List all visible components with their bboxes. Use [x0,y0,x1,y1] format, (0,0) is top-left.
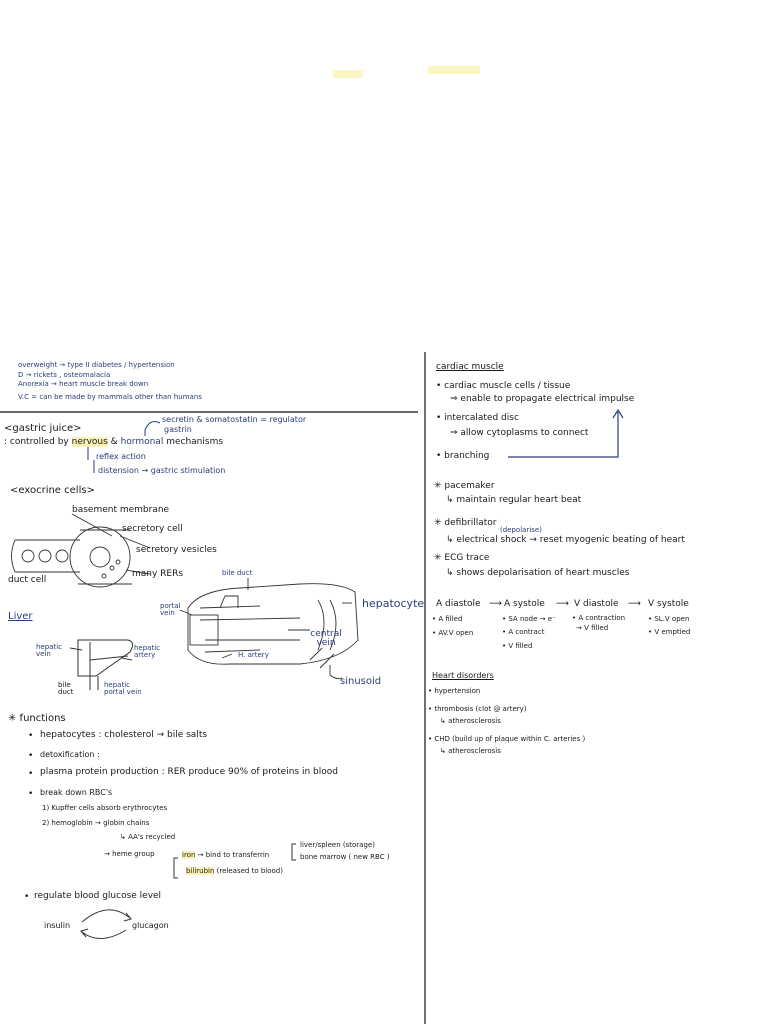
controlled-prefix: : controlled by [4,437,69,447]
pacemaker-heartbeat: ↳ maintain regular heart beat [446,495,582,505]
lobule-sinusoid-label: sinusoid [340,676,382,687]
disorder-athero-2: ↳ atherosclerosis [440,747,501,755]
disorder-hypertension: • hypertension [428,687,481,695]
ecg-shows: ↳ shows depolarisation of heart muscles [446,568,630,578]
cycle-a-filled: • A filled [432,615,463,623]
cycle-slv-open: • SL.V open [648,615,690,623]
secretin-note: secretin & somatostatin = regulator [162,415,307,424]
disorder-athero-1: ↳ atherosclerosis [440,717,501,725]
fn-iron-line [182,852,269,859]
fn-glucose: regulate blood glucose level [34,891,162,901]
lobule-central-vein-label: central vein [310,629,342,648]
bilirubin-word: bilirubin [186,867,215,875]
rers-label: many RERs [132,569,184,579]
glucose-arrow-top [82,910,130,922]
cycle-v-emptied: • V emptied [648,628,691,636]
gastric-juice-title: <gastric juice> [4,423,82,434]
fn-aa-recycled: ↳ AA's recycled [120,833,176,841]
bile-duct-label: bile duct [58,681,74,696]
basement-membrane-label: basement membrane [72,505,170,515]
amp: & [110,437,118,447]
fn-liver-spleen: liver/spleen (storage) [300,841,375,849]
ecg-trace: ✳ ECG trace [434,553,490,563]
heme-bracket [174,858,178,878]
disorder-chd: • CHD (build up of plaque within C. arteries ) [428,735,586,743]
cycle-v-filled: • V filled [502,642,533,650]
gastric-controlled [4,438,223,447]
exocrine-title: <exocrine cells> [10,485,95,496]
note-top-4: V.C = can be made by mammals other than humans [18,393,202,401]
fn-insulin: insulin [44,921,71,930]
secretory-vesicles-label: secretory vesicles [136,545,217,555]
fn-bullet-4: • [28,789,34,799]
cycle-arrow-2: ⟶ [556,599,569,609]
disorders-title: Heart disorders [432,671,494,680]
liver-title: Liver [8,611,33,622]
note-top-1: overweight → type II diabetes / hypertension [18,361,175,369]
cycle-sa-node: • SA node → e⁻ [502,615,556,623]
fn-plasma: plasma protein production : RER produce 90% of proteins in blood [40,767,338,777]
cycle-a-systole: A systole [504,599,545,609]
pacemaker: ✳ pacemaker [434,481,495,491]
bilirubin-rest: (released to blood) [216,867,283,875]
fn-glucagon: glucagon [132,921,169,930]
iron-rest: → bind to transferrin [197,851,270,859]
cycle-arrow-1: ⟶ [489,599,502,609]
cardiac-cells: • cardiac muscle cells / tissue [436,381,571,391]
glucose-arrow-bottom [82,930,126,939]
fn-bullet-1: • [28,731,34,741]
iron-word: iron [182,851,196,859]
reflex-action: reflex action [96,452,146,461]
hormonal-word: hormonal [120,437,164,447]
cardiac-branching: • branching [436,451,490,461]
cycle-v-systole: V systole [648,599,689,609]
hepatic-artery-label: hepatic artery [134,644,161,659]
disorder-thrombosis: • thrombosis (clot @ artery) [428,705,527,713]
cardiac-disc: • intercalated disc [436,413,519,423]
fn-rbc: break down RBC's [40,788,113,797]
cycle-avv-open: • AV.V open [432,629,474,637]
gastrin-note: gastrin [164,425,192,434]
fn-rbc-1: 1) Kupffer cells absorb erythrocytes [42,804,168,812]
fn-bullet-5: • [24,892,30,902]
depolarise-note: (depolarise) [500,526,542,534]
fn-bone-marrow: bone marrow ( new RBC ) [300,853,390,861]
reflex-arrows [88,447,94,473]
distension: distension → gastric stimulation [98,466,226,475]
cardiac-title: cardiac muscle [436,362,504,372]
electrical-shock: ↳ electrical shock → reset myogenic beating of heart [446,535,685,545]
lobule-hepatocyte-label: hepatocyte [362,597,425,610]
cycle-v-filled-2: → V filled [576,624,609,632]
lobule-bile-duct-label: bile duct [222,569,253,577]
lobule-portal-vein-label: portal vein [160,602,181,617]
cycle-a-contract: • A contract [502,628,545,636]
duct-cell-label: duct cell [8,575,47,585]
fn-bullet-3: • [28,769,34,779]
mechanisms-word: mechanisms [166,437,224,447]
fn-hepatocytes: hepatocytes : cholesterol → bile salts [40,730,208,740]
secretory-cell-label: secretory cell [122,524,183,534]
iron-bracket [292,844,296,860]
cardiac-cytoplasms: ⇒ allow cytoplasms to connect [450,428,589,438]
cycle-arrow-3: ⟶ [628,599,641,609]
nervous-word: nervous [71,437,108,447]
cycle-v-diastole: V diastole [574,599,619,609]
fn-detox: detoxification : [40,750,100,759]
lobule-h-artery-label: H. artery [238,651,269,659]
hepatic-portal-vein-label: hepatic portal vein [104,681,142,696]
fn-rbc-2: 2) hemoglobin → globin chains [42,819,150,827]
functions-title: ✳ functions [8,713,66,724]
hepatic-vein-label: hepatic vein [36,643,63,658]
fn-bilirubin-line [186,868,283,875]
note-top-3: Anorexia → heart muscle break down [18,380,149,388]
fn-heme: → heme group [104,850,155,858]
cycle-a-diastole: A diastole [436,599,481,609]
defibrillator: ✳ defibrillator [434,518,497,528]
fn-bullet-2: • [28,751,34,761]
note-top-2: D → rickets , osteomalacia [18,371,111,379]
gastric-brace [145,422,160,436]
cycle-a-contraction: • A contraction [572,614,626,622]
cardiac-propagate: ⇒ enable to propagate electrical impulse [450,394,635,404]
